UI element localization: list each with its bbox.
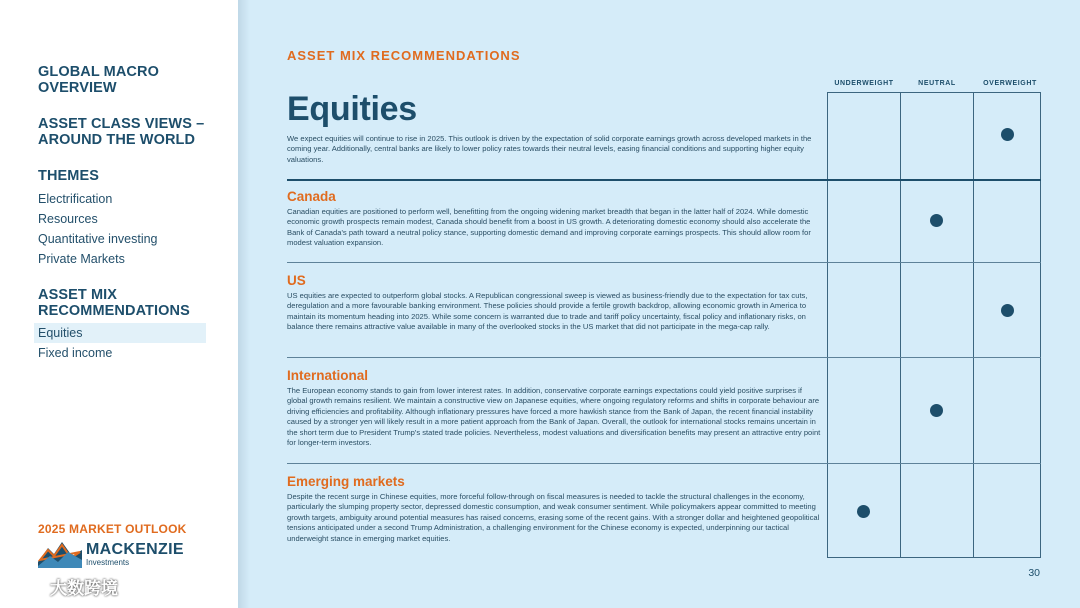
nav-item-fixed-income[interactable]: Fixed income [38,345,113,360]
nav-item-resources[interactable]: Resources [38,211,98,226]
row-divider [287,463,1041,464]
mackenzie-logo [38,540,184,568]
row-us [287,273,821,333]
column-header-neutral: NEUTRAL [918,80,956,87]
row-international [287,368,821,448]
logo-name: MACKENZIE [86,540,184,558]
row-text: Canadian equities are positioned to perform well, benefitting from the ongoing widening market breadth that began in the latter half of 2024. While domestic economic growth prospects remain modest, Canada should benefit from a boost in US growth. A deteriorating domestic economy should also accelerate the Bank of Canada's path toward a neutral policy stance, supporting domestic demand and improving corporate earnings prospects. This should allow room for modest valuation expansion. [287,207,811,248]
logo-subtitle: Investments [86,557,130,567]
rating-dot-us [1001,304,1014,317]
row-text: US equities are expected to outperform global stocks. A Republican congressional sweep is viewed as business-friendly due to the expectation for tax cuts, deregulation and a more favourable banking environment. These policies should provide a fertile growth backdrop, allowing economic growth in America to maintain its momentum heading into 2025. While some concern is warranted due to trade and tariff policy uncertainty, fiscal policy and inflationary risks, on balance there remains attractive value available in many of the overlooked stocks in the US market that did not participate in the mega-cap rally. [287,291,808,332]
watermark-logo-icon [8,576,48,598]
rating-grid [827,92,1041,558]
column-header-underweight: UNDERWEIGHT [834,80,894,87]
main-panel [238,0,1080,608]
page-number: 30 [1028,567,1040,579]
row-emerging-markets [287,474,821,544]
nav-heading-asset-mix[interactable]: ASSET MIX RECOMMENDATIONS [38,287,190,319]
nav-heading-asset-class-views[interactable]: ASSET CLASS VIEWS – AROUND THE WORLD [38,116,205,148]
row-canada [287,189,821,249]
page-title: Equities [287,90,417,128]
nav-heading-themes[interactable]: THEMES [38,168,100,184]
nav-item-private-markets[interactable]: Private Markets [38,251,125,266]
row-text: Despite the recent surge in Chinese equities, more forceful follow-through on fiscal measures is needed to tackle the structural challenges in the economy, particularly the slumping property sector, depressed domestic consumption, and weak consumer sentiment. While policymakers appear committed to meeting growth targets, ambiguity around potential measures has raised concerns, erasing some of the recent gains. With a stronger dollar and heightened geopolitical tensions anticipated under a second Trump Administration, a challenging environment for the Chinese economy is expected, underpinning our tactical underweight stance in emerging market equities. [287,492,820,543]
watermark [8,574,118,599]
rating-dot-equities [1001,128,1014,141]
mountain-logo-icon [38,540,82,568]
grid-divider [973,93,974,557]
row-title: Canada [287,189,336,204]
rating-dot-emerging-markets [857,505,870,518]
sidebar [0,0,238,608]
row-title: International [287,368,369,383]
grid-divider [900,93,901,557]
rating-dot-international [930,404,943,417]
row-divider [287,179,1041,181]
table-of-contents [38,64,208,363]
nav-item-electrification[interactable]: Electrification [38,191,113,206]
market-outlook-label: 2025 MARKET OUTLOOK [38,522,187,536]
row-divider [287,262,1041,263]
row-divider [287,357,1041,358]
section-label: ASSET MIX RECOMMENDATIONS [287,48,521,63]
intro-text: We expect equities will continue to rise in 2025. This outlook is driven by the expectation of solid corporate earnings growth across developed markets in the coming year. Additionally, central banks are likely to lower policy rates towards their neutral levels, easing financial conditions and supporting higher equity valuations. [287,134,812,164]
row-title: US [287,273,306,288]
nav-heading-global-macro[interactable]: GLOBAL MACRO OVERVIEW [38,64,159,96]
watermark-text: 大数跨境 [50,579,118,598]
row-text: The European economy stands to gain from lower interest rates. In addition, conservative corporate earnings expectations could yield positive surprises if global growth remains resilient. We maintain a constructive view on Japanese equities, where ongoing regulatory reforms and shifts in corporate behaviour are driving efficiencies and profitability. Although inflationary pressures have forced a more hawkish stance from the Bank of Japan, the recent financial instability caused by a stronger yen will likely result in a more patient approach from the Bank of Japan. Overall, the outlook for international stocks remains uncertain in the short term due to President Trump's stated trade policies. Nevertheless, modest valuations and diversification benefits may present an attractive entry point for longer-term investors. [287,386,821,448]
column-header-overweight: OVERWEIGHT [983,80,1037,87]
nav-item-quantitative-investing[interactable]: Quantitative investing [38,231,158,246]
rating-dot-canada [930,214,943,227]
nav-item-equities[interactable]: Equities [34,323,206,343]
row-title: Emerging markets [287,474,405,489]
